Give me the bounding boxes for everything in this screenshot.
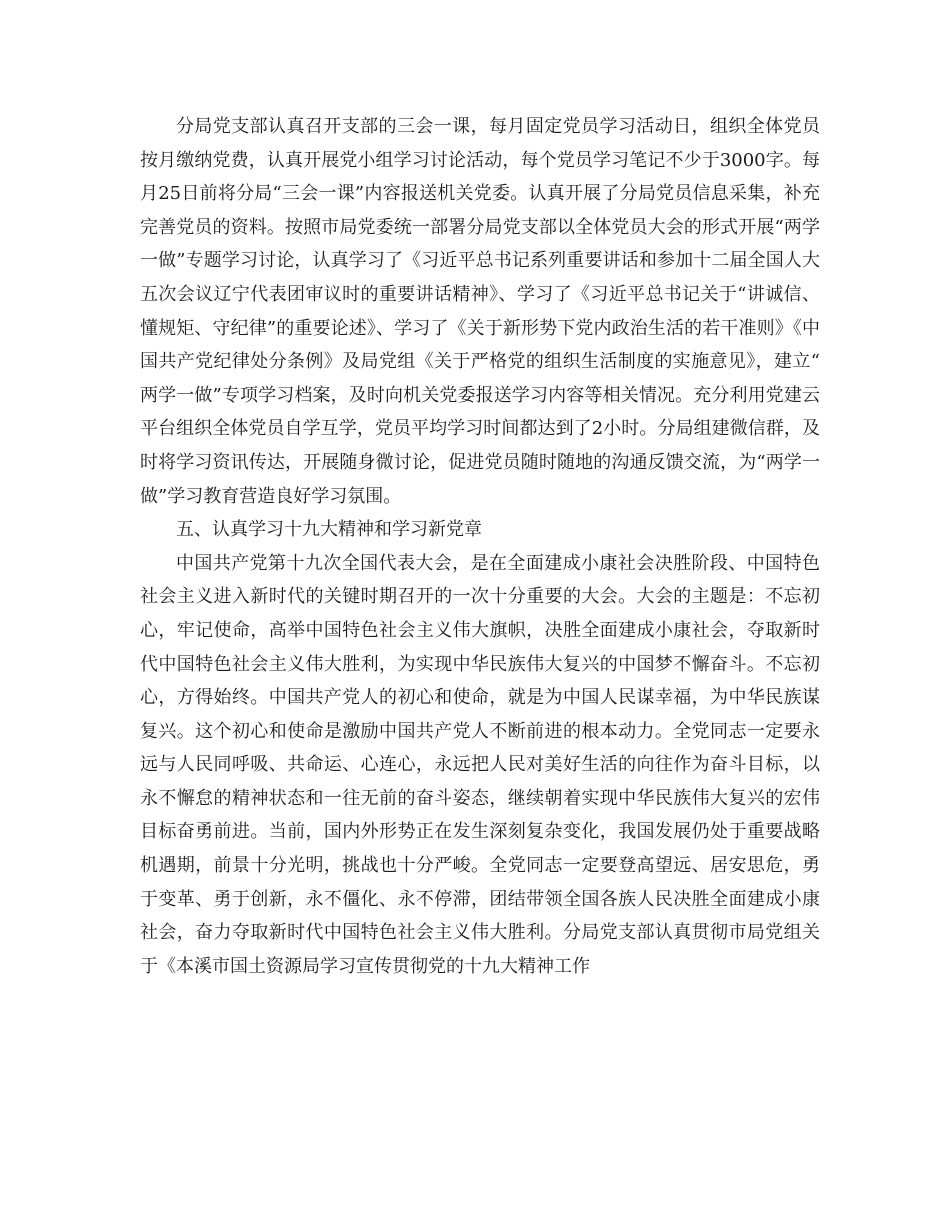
section-heading-five: 五、认真学习十九大精神和学习新党章	[176, 519, 482, 541]
document-body	[140, 110, 820, 983]
paragraph-party-branch-study: 分局党支部认真召开支部的三会一课，每月固定党员学习活动日，组织全体党员按月缴纳党费，认真开展党小组学习讨论活动，每个党员学习笔记不少于3000字。每月25日前将分局“三会一课”内容报送机关党委。认真开展了分局党员信息采集，补充完善党员的资料。按照市局党委统一部署分局党支部以全体党员大会的形式开展“两学一做”专题学习讨论，认真学习了《习近平总书记系列重要讲话和参加十二届全国人大五次会议辽宁代表团审议时的重要讲话精神》、学习了《习近平总书记关于“讲诚信、懂规矩、守纪律”的重要论述》、学习了《关于新形势下党内政治生活的若干准则》《中国共产党纪律处分条例》及局党组《关于严格党的组织生活制度的实施意见》，建立“两学一做”专项学习档案，及时向机关党委报送学习内容等相关情况。充分利用党建云平台组织全体党员自学互学，党员平均学习时间都达到了2小时。分局组建微信群，及时将学习资讯传达，开展随身微讨论，促进党员随时随地的沟通反馈交流，为“两学一做”学习教育营造良好学习氛围。	[140, 116, 820, 507]
paragraph-nineteenth-congress: 中国共产党第十九次全国代表大会，是在全面建成小康社会决胜阶段、中国特色社会主义进入新时代的关键时期召开的一次十分重要的大会。大会的主题是：不忘初心，牢记使命，高举中国特色社会主义伟大旗帜，决胜全面建成小康社会，夺取新时代中国特色社会主义伟大胜利，为实现中华民族伟大复兴的中国梦不懈奋斗。不忘初心，方得始终。中国共产党人的初心和使命，就是为中国人民谋幸福，为中华民族谋复兴。这个初心和使命是激励中国共产党人不断前进的根本动力。全党同志一定要永远与人民同呼吸、共命运、心连心，永远把人民对美好生活的向往作为奋斗目标，以永不懈怠的精神状态和一往无前的奋斗姿态，继续朝着实现中华民族伟大复兴的宏伟目标奋勇前进。当前，国内外形势正在发生深刻复杂变化，我国发展仍处于重要战略机遇期，前景十分光明，挑战也十分严峻。全党同志一定要登高望远、居安思危，勇于变革、勇于创新，永不僵化、永不停滞，团结带领全国各族人民决胜全面建成小康社会，奋力夺取新时代中国特色社会主义伟大胜利。分局党支部认真贯彻市局党组关于《本溪市国土资源局学习宣传贯彻党的十九大精神工作	[140, 552, 820, 977]
